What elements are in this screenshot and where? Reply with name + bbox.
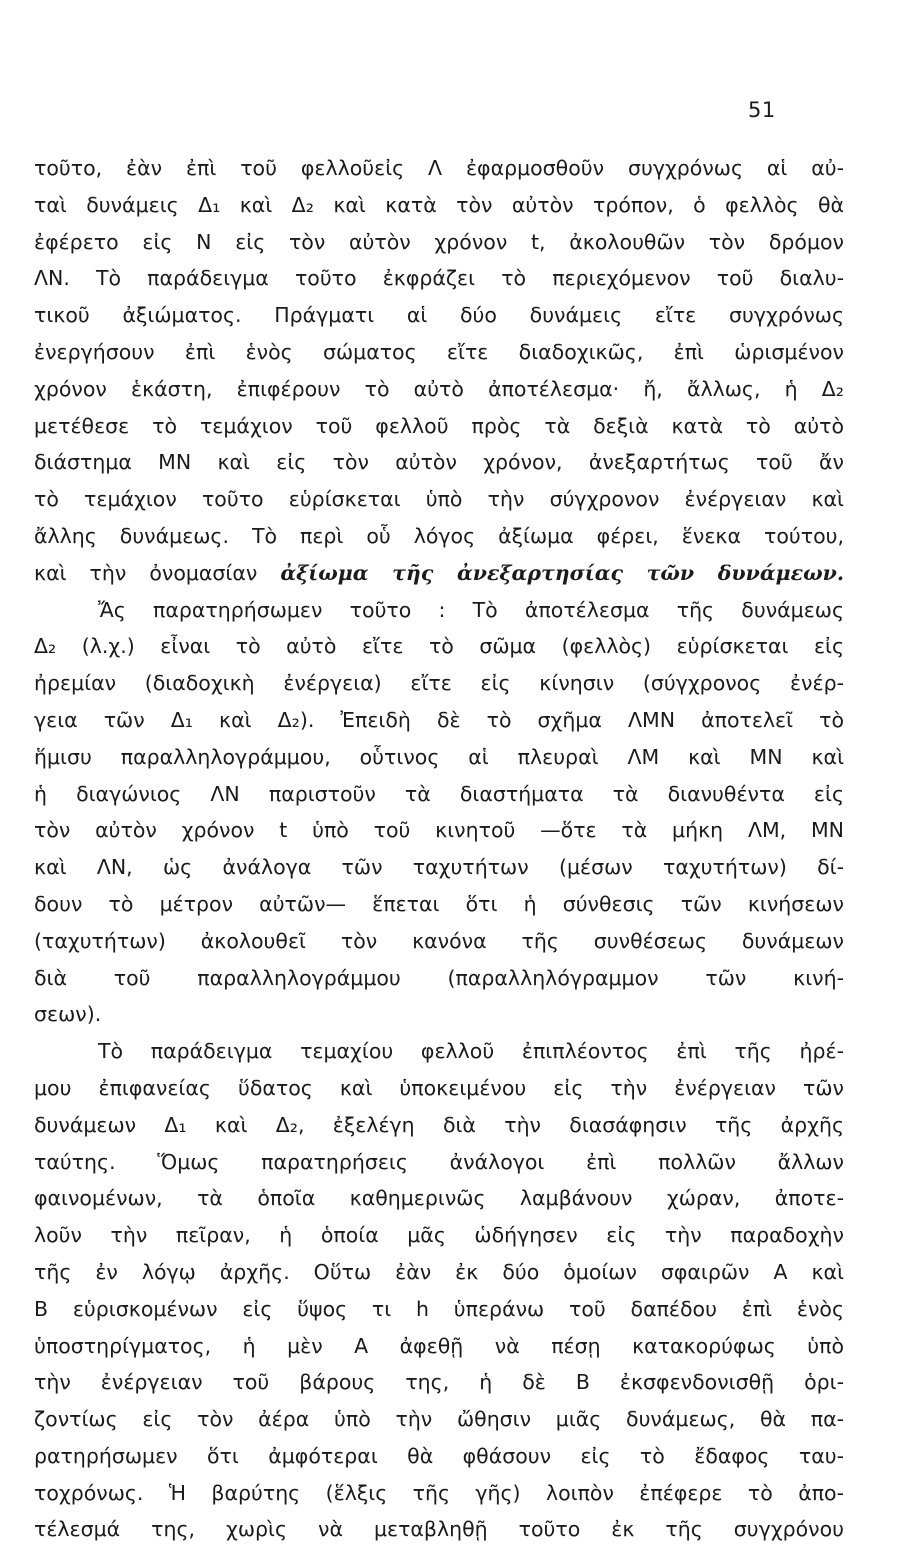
text-line: τικοῦ ἀξιώματος. Πράγματι αἱ δύο δυνάμεις εἴτε συγχρόνως: [34, 303, 844, 328]
text-line: διάστημα ΜΝ καὶ εἰς τὸν αὐτὸν χρόνον, ἀνεξαρτήτως τοῦ ἄν: [34, 450, 844, 475]
text-line: τὸ τεμάχιον τοῦτο εὑρίσκεται ὑπὸ τὴν σύγχρονον ἐνέργειαν καὶ: [34, 487, 844, 512]
text-line: τῆς ἐν λόγῳ ἀρχῆς. Οὕτω ἐὰν ἐκ δύο ὁμοίων σφαιρῶν Α καὶ: [34, 1259, 844, 1284]
text-line: ζοντίως εἰς τὸν ἀέρα ὑπὸ τὴν ὤθησιν μιᾶς δυνάμεως, θὰ πα-: [34, 1407, 844, 1432]
text-line: γεια τῶν Δ₁ καὶ Δ₂). Ἐπειδὴ δὲ τὸ σχῆμα ΛΜΝ ἀποτελεῖ τὸ: [34, 707, 844, 732]
text-line-with-emphasis: [34, 555, 844, 592]
text-line: ἐνεργήσουν ἐπὶ ἑνὸς σώματος εἴτε διαδοχικῶς, ἐπὶ ὡρισμένον: [34, 339, 844, 364]
text-line: καὶ ΛΝ, ὡς ἀνάλογα τῶν ταχυτήτων (μέσων ταχυτήτων) δί-: [34, 855, 844, 880]
text-line: Ἄς παρατηρήσωμεν τοῦτο : Τὸ ἀποτέλεσμα τῆς δυνάμεως: [98, 597, 844, 622]
text-line: ὑποστηρίγματος, ἡ μὲν Α ἀφεθῇ νὰ πέσῃ κατακορύφως ὑπὸ: [34, 1333, 844, 1358]
text-line: δουν τὸ μέτρον αὐτῶν— ἕπεται ὅτι ἡ σύνθεσις τῶν κινήσεων: [34, 891, 844, 916]
text-line: ἠρεμίαν (διαδοχικὴ ἐνέργεια) εἴτε εἰς κίνησιν (σύγχρονος ἐνέρ-: [34, 671, 844, 696]
text-line: φαινομένων, τὰ ὁποῖα καθημερινῶς λαμβάνουν χώραν, ἀποτε-: [34, 1186, 844, 1211]
text-line: τὸν αὐτὸν χρόνον t ὑπὸ τοῦ κινητοῦ —ὅτε τὰ μήκη ΛΜ, ΜΝ: [34, 818, 844, 843]
text-line: σεων).: [34, 1002, 102, 1027]
text-line: τὴν ἐνέργειαν τοῦ βάρους της, ἡ δὲ Β ἐκσφενδονισθῇ ὁρι-: [34, 1370, 844, 1395]
text-line: ταὶ δυνάμεις Δ₁ καὶ Δ₂ καὶ κατὰ τὸν αὐτὸν τρόπον, ὁ φελλὸς θὰ: [34, 192, 844, 217]
text-line: ἐφέρετο εἰς Ν εἰς τὸν αὐτὸν χρόνον t, ἀκολουθῶν τὸν δρόμον: [34, 229, 844, 254]
text-line: τοχρόνως. Ἡ βαρύτης (ἕλξις τῆς γῆς) λοιπὸν ἐπέφερε τὸ ἀπο-: [34, 1480, 844, 1505]
line-text: καὶ τὴν ὀνομασίαν: [34, 560, 281, 585]
text-line: διὰ τοῦ παραλληλογράμμου (παραλληλόγραμμον τῶν κινή-: [34, 965, 844, 990]
body-text: [34, 150, 844, 1548]
text-line: Δ₂ (λ.χ.) εἶναι τὸ αὐτὸ εἴτε τὸ σῶμα (φελλὸς) εὑρίσκεται εἰς: [34, 634, 844, 659]
text-line: μετέθεσε τὸ τεμάχιον τοῦ φελλοῦ πρὸς τὰ δεξιὰ κατὰ τὸ αὐτὸ: [34, 413, 844, 438]
text-line: ἄλλης δυνάμεως. Τὸ περὶ οὗ λόγος ἀξίωμα φέρει, ἕνεκα τούτου,: [34, 523, 844, 548]
text-line: (ταχυτήτων) ἀκολουθεῖ τὸν κανόνα τῆς συνθέσεως δυνάμεων: [34, 928, 844, 953]
text-line: χρόνον ἑκάστη, ἐπιφέρουν τὸ αὐτὸ ἀποτέλεσμα· ἤ, ἄλλως, ἡ Δ₂: [34, 376, 844, 401]
text-line: μου ἐπιφανείας ὕδατος καὶ ὑποκειμένου εἰς τὴν ἐνέργειαν τῶν: [34, 1075, 844, 1100]
text-line: τέλεσμά της, χωρὶς νὰ μεταβληθῇ τοῦτο ἐκ τῆς συγχρόνου: [34, 1517, 844, 1542]
text-line: ρατηρήσωμεν ὅτι ἀμφότεραι θὰ φθάσουν εἰς τὸ ἔδαφος ταυ-: [34, 1443, 844, 1468]
text-line: ἥμισυ παραλληλογράμμου, οὗτινος αἱ πλευραὶ ΛΜ καὶ ΜΝ καὶ: [34, 744, 844, 769]
text-line: Τὸ παράδειγμα τεμαχίου φελλοῦ ἐπιπλέοντος ἐπὶ τῆς ἠρέ-: [98, 1039, 844, 1064]
emphasized-term: ἀξίωμα τῆς ἀνεξαρτησίας τῶν δυνάμεων.: [280, 560, 844, 585]
text-line: ταύτης. Ὅμως παρατηρήσεις ἀνάλογοι ἐπὶ πολλῶν ἄλλων: [34, 1149, 844, 1174]
text-line: Β εὑρισκομένων εἰς ὕψος τι h ὑπεράνω τοῦ δαπέδου ἐπὶ ἑνὸς: [34, 1296, 844, 1321]
text-line: ἡ διαγώνιος ΛΝ παριστοῦν τὰ διαστήματα τὰ διανυθέντα εἰς: [34, 781, 844, 806]
text-line: λοῦν τὴν πεῖραν, ἡ ὁποία μᾶς ὡδήγησεν εἰς τὴν παραδοχὴν: [34, 1223, 844, 1248]
text-line: δυνάμεων Δ₁ καὶ Δ₂, ἐξελέγη διὰ τὴν διασάφησιν τῆς ἀρχῆς: [34, 1112, 844, 1137]
text-line: ΛΝ. Τὸ παράδειγμα τοῦτο ἐκφράζει τὸ περιεχόμενον τοῦ διαλυ-: [34, 266, 844, 291]
page-number: 51: [748, 98, 776, 122]
text-line: τοῦτο, ἐὰν ἐπὶ τοῦ φελλοῦεἰς Λ ἐφαρμοσθοῦν συγχρόνως αἱ αὐ-: [34, 156, 844, 180]
